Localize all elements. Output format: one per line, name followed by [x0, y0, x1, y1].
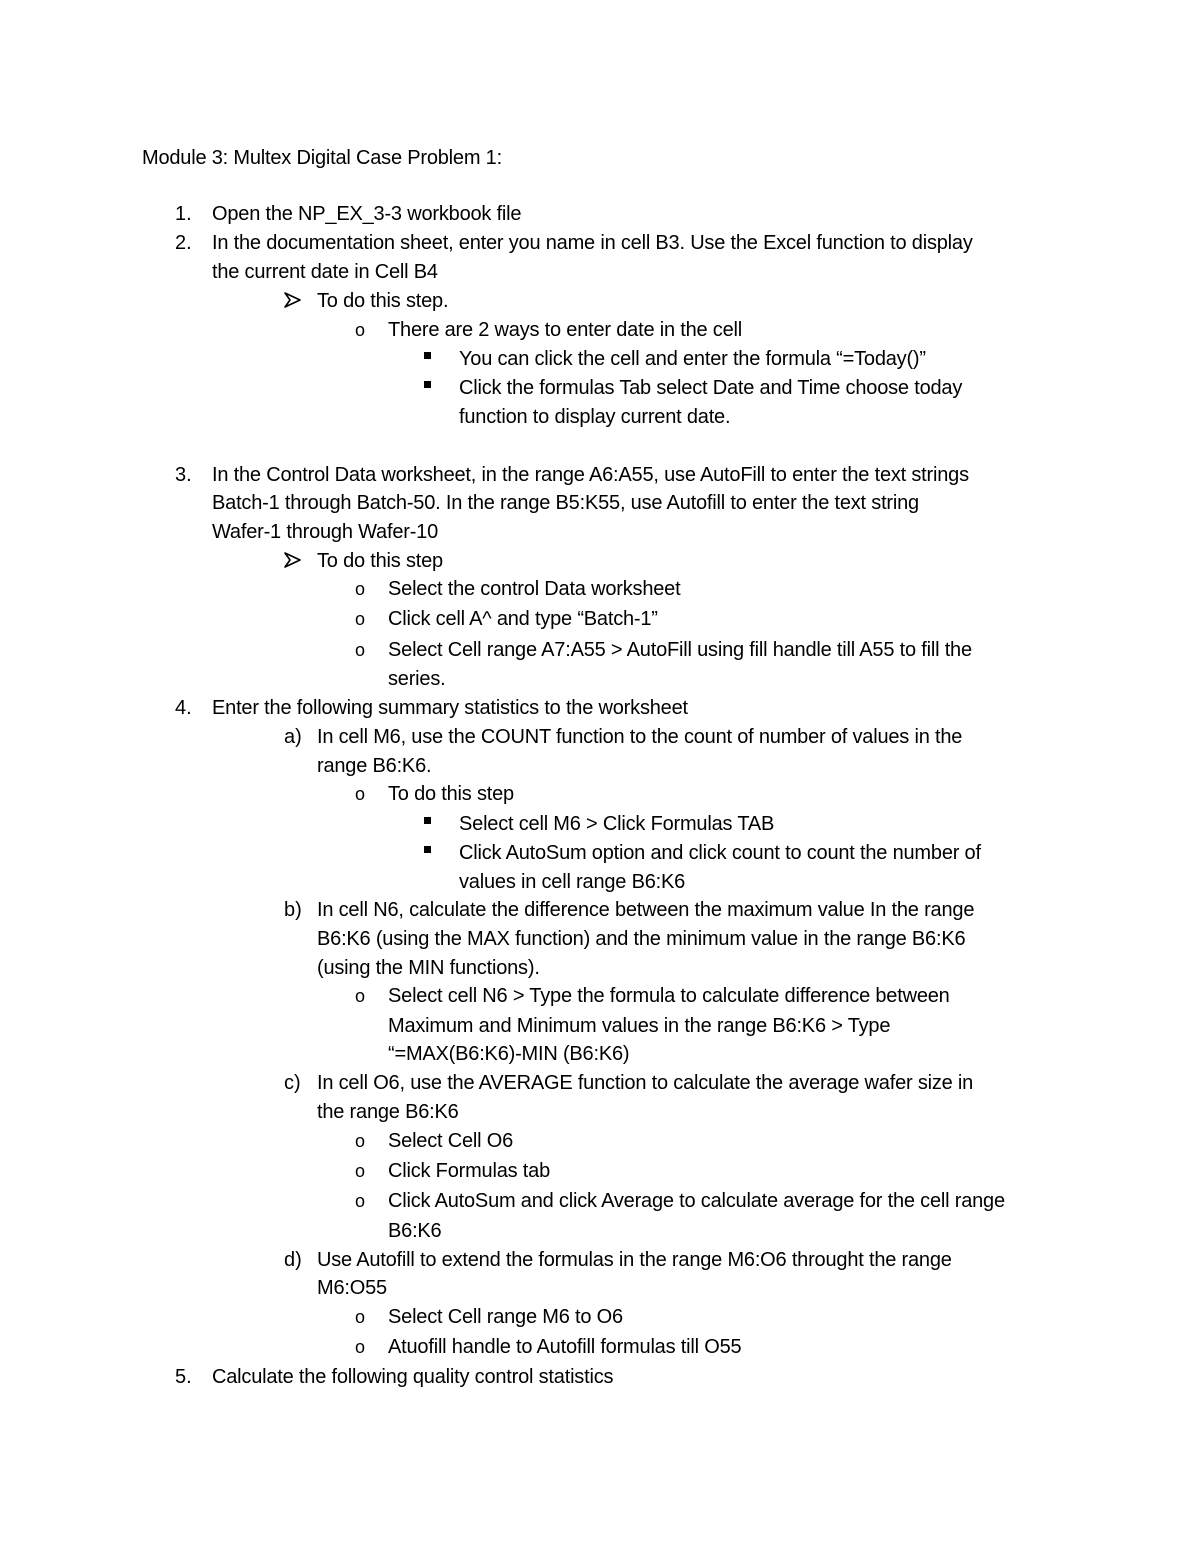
step-2-line-1: In the documentation sheet, enter you name in cell B3. Use the Excel function to display: [212, 232, 973, 254]
substep-c-line-2: the range B6:K6: [317, 1101, 459, 1123]
step-number-3: 3.: [175, 464, 192, 486]
step-3-circle-item-3-line-1: Select Cell range A7:A55 > AutoFill using fill handle till A55 to fill the: [388, 639, 972, 661]
square-bullet-icon: [424, 846, 431, 853]
circle-bullet: o: [355, 579, 366, 599]
substep-c-circle-item-1: Select Cell O6: [388, 1130, 514, 1152]
step-5-line-1: Calculate the following quality control statistics: [212, 1366, 614, 1388]
circle-bullet: o: [355, 986, 366, 1006]
circle-bullet: o: [355, 320, 366, 340]
circle-bullet: o: [355, 1337, 366, 1357]
step-3-line-2: Batch-1 through Batch-50. In the range B5:K55, use Autofill to enter the text string: [212, 492, 919, 514]
square-bullet-icon: [424, 381, 431, 388]
substep-a-square-item-1: Select cell M6 > Click Formulas TAB: [459, 813, 775, 835]
circle-bullet: o: [355, 640, 366, 660]
circle-bullet: o: [355, 1191, 366, 1211]
step-number-4: 4.: [175, 697, 192, 719]
substep-d-circle-item-1: Select Cell range M6 to O6: [388, 1306, 623, 1328]
substep-a-square-item-2-line-1: Click AutoSum option and click count to count the number of: [459, 842, 981, 864]
step-number-2: 2.: [175, 232, 192, 254]
step-2-circle-item: There are 2 ways to enter date in the cell: [388, 319, 743, 341]
substep-b-line-2: B6:K6 (using the MAX function) and the minimum value in the range B6:K6: [317, 928, 966, 950]
step-2-sub-heading: To do this step.: [317, 290, 449, 312]
substep-d-circle-item-2: Atuofill handle to Autofill formulas till O55: [388, 1336, 742, 1358]
substep-a-line-2: range B6:K6.: [317, 755, 432, 777]
step-3-line-3: Wafer-1 through Wafer-10: [212, 521, 439, 543]
step-2-square-item-1: You can click the cell and enter the formula “=Today()”: [459, 348, 926, 370]
substep-b-circle-item-line-3: “=MAX(B6:K6)-MIN (B6:K6): [388, 1043, 630, 1065]
step-3-circle-item-2: Click cell A^ and type “Batch-1”: [388, 608, 658, 630]
square-bullet-icon: [424, 817, 431, 824]
step-2-square-item-2-line-1: Click the formulas Tab select Date and Time choose today: [459, 377, 963, 399]
circle-bullet: o: [355, 784, 366, 804]
substep-b-circle-item-line-2: Maximum and Minimum values in the range B6:K6 > Type: [388, 1015, 891, 1037]
document-title: Module 3: Multex Digital Case Problem 1:: [142, 147, 502, 169]
substep-d-line-2: M6:O55: [317, 1277, 387, 1299]
circle-bullet: o: [355, 609, 366, 629]
substep-c-circle-item-2: Click Formulas tab: [388, 1160, 550, 1182]
step-3-circle-item-3-line-2: series.: [388, 668, 446, 690]
substep-b-line-1: In cell N6, calculate the difference between the maximum value In the range: [317, 899, 975, 921]
circle-bullet: o: [355, 1161, 366, 1181]
substep-a-line-1: In cell M6, use the COUNT function to the count of number of values in the: [317, 726, 963, 748]
substep-c-circle-item-3-line-2: B6:K6: [388, 1220, 442, 1242]
circle-bullet: o: [355, 1307, 366, 1327]
arrow-bullet-icon: [284, 552, 301, 568]
step-1-line-1: Open the NP_EX_3-3 workbook file: [212, 203, 522, 225]
step-number-1: 1.: [175, 203, 192, 225]
substep-d-line-1: Use Autofill to extend the formulas in the range M6:O6 throught the range: [317, 1249, 952, 1271]
step-2-line-2: the current date in Cell B4: [212, 261, 438, 283]
square-bullet-icon: [424, 352, 431, 359]
substep-letter-b: b): [284, 899, 302, 921]
step-3-circle-item-1: Select the control Data worksheet: [388, 578, 681, 600]
substep-letter-c: c): [284, 1072, 301, 1094]
arrow-bullet-icon: [284, 292, 301, 308]
substep-b-line-3: (using the MIN functions).: [317, 957, 540, 979]
substep-c-line-1: In cell O6, use the AVERAGE function to calculate the average wafer size in: [317, 1072, 974, 1094]
substep-c-circle-item-3-line-1: Click AutoSum and click Average to calculate average for the cell range: [388, 1190, 1005, 1212]
substep-letter-d: d): [284, 1249, 302, 1271]
substep-b-circle-item-line-1: Select cell N6 > Type the formula to calculate difference between: [388, 985, 950, 1007]
step-3-line-1: In the Control Data worksheet, in the range A6:A55, use AutoFill to enter the text strings: [212, 464, 969, 486]
step-3-sub-heading: To do this step: [317, 550, 443, 572]
step-4-line-1: Enter the following summary statistics to the worksheet: [212, 697, 688, 719]
step-2-square-item-2-line-2: function to display current date.: [459, 406, 731, 428]
substep-a-circle-item: To do this step: [388, 783, 514, 805]
step-number-5: 5.: [175, 1366, 192, 1388]
circle-bullet: o: [355, 1131, 366, 1151]
substep-letter-a: a): [284, 726, 302, 748]
substep-a-square-item-2-line-2: values in cell range B6:K6: [459, 871, 686, 893]
